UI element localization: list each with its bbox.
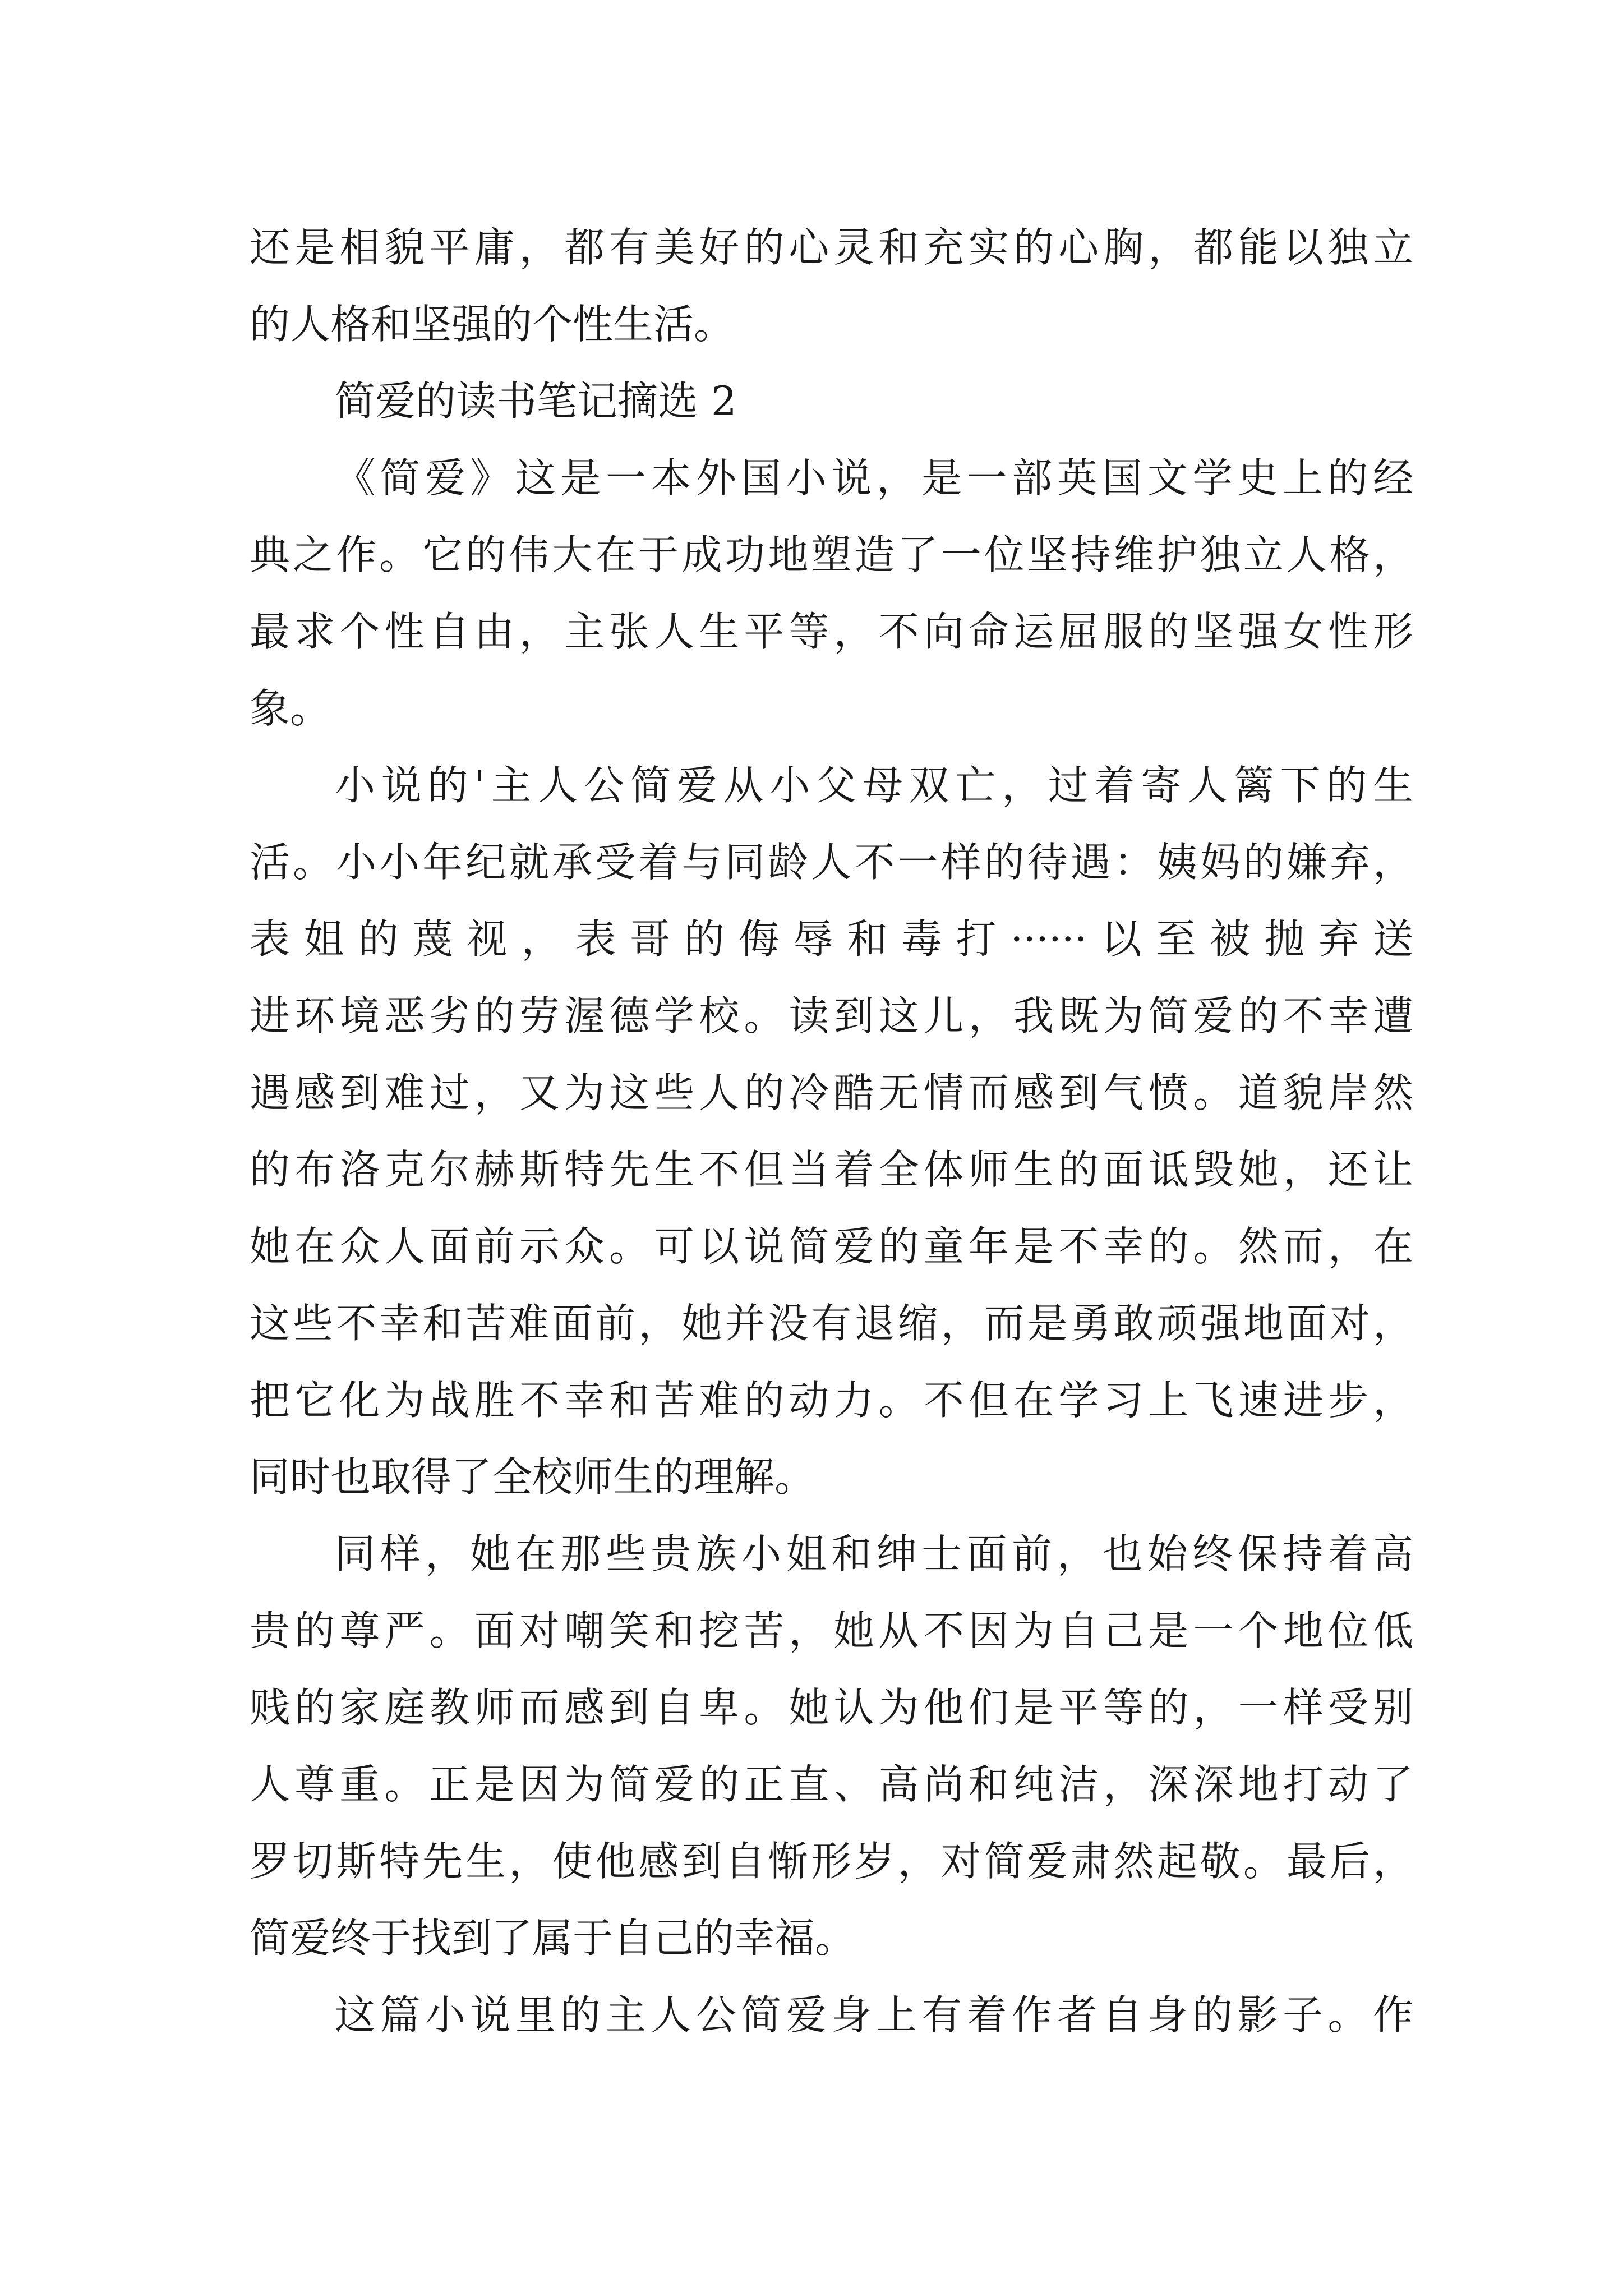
text-line: 进环境恶劣的劳渥德学校。读到这儿，我既为简爱的不幸遭 xyxy=(250,992,1413,1039)
text-line: 罗切斯特先生，使他感到自惭形岁，对简爱肃然起敬。最后， xyxy=(250,1838,1413,1885)
text-line: 简爱终于找到了属于自己的幸福。 xyxy=(250,1915,856,1962)
text-line: 把它化为战胜不幸和苦难的动力。不但在学习上飞速进步， xyxy=(250,1377,1413,1424)
text-line: 的布洛克尔赫斯特先生不但当着全体师生的面诋毁她，还让 xyxy=(250,1146,1413,1193)
text-line: 最求个性自由，主张人生平等，不向命运屈服的坚强女性形 xyxy=(250,608,1413,655)
text-line: 活。小小年纪就承受着与同龄人不一样的待遇：姨妈的嫌弃， xyxy=(250,839,1413,886)
text-line: 这篇小说里的主人公简爱身上有着作者自身的影子。作 xyxy=(335,1991,1413,2039)
text-line: 这些不幸和苦难面前，她并没有退缩，而是勇敢顽强地面对， xyxy=(250,1300,1413,1347)
text-line: 贱的家庭教师而感到自卑。她认为他们是平等的，一样受别 xyxy=(250,1684,1413,1731)
text-line: 典之作。它的伟大在于成功地塑造了一位坚持维护独立人格， xyxy=(250,531,1413,578)
section-heading: 简爱的读书笔记摘选 2 xyxy=(335,378,737,425)
text-line: 《简爱》这是一本外国小说，是一部英国文学史上的经 xyxy=(335,454,1413,501)
text-line: 还是相貌平庸，都有美好的心灵和充实的心胸，都能以独立 xyxy=(250,224,1413,271)
text-line: 贵的尊严。面对嘲笑和挖苦，她从不因为自己是一个地位低 xyxy=(250,1607,1413,1654)
text-line: 人尊重。正是因为简爱的正直、高尚和纯洁，深深地打动了 xyxy=(250,1761,1413,1808)
text-line: 的人格和坚强的个性生活。 xyxy=(250,301,735,348)
text-line: 她在众人面前示众。可以说简爱的童年是不幸的。然而，在 xyxy=(250,1223,1413,1270)
text-line: 表姐的蔑视，表哥的侮辱和毒打······以至被抛弃送 xyxy=(250,915,1413,963)
text-line: 小说的'主人公简爱从小父母双亡，过着寄人篱下的生 xyxy=(335,762,1413,809)
text-line: 同时也取得了全校师生的理解。 xyxy=(250,1453,815,1501)
text-line: 同样，她在那些贵族小姐和绅士面前，也始终保持着高 xyxy=(335,1530,1413,1577)
text-line: 遇感到难过，又为这些人的冷酷无情而感到气愤。道貌岸然 xyxy=(250,1069,1413,1116)
text-line: 象。 xyxy=(250,685,331,732)
